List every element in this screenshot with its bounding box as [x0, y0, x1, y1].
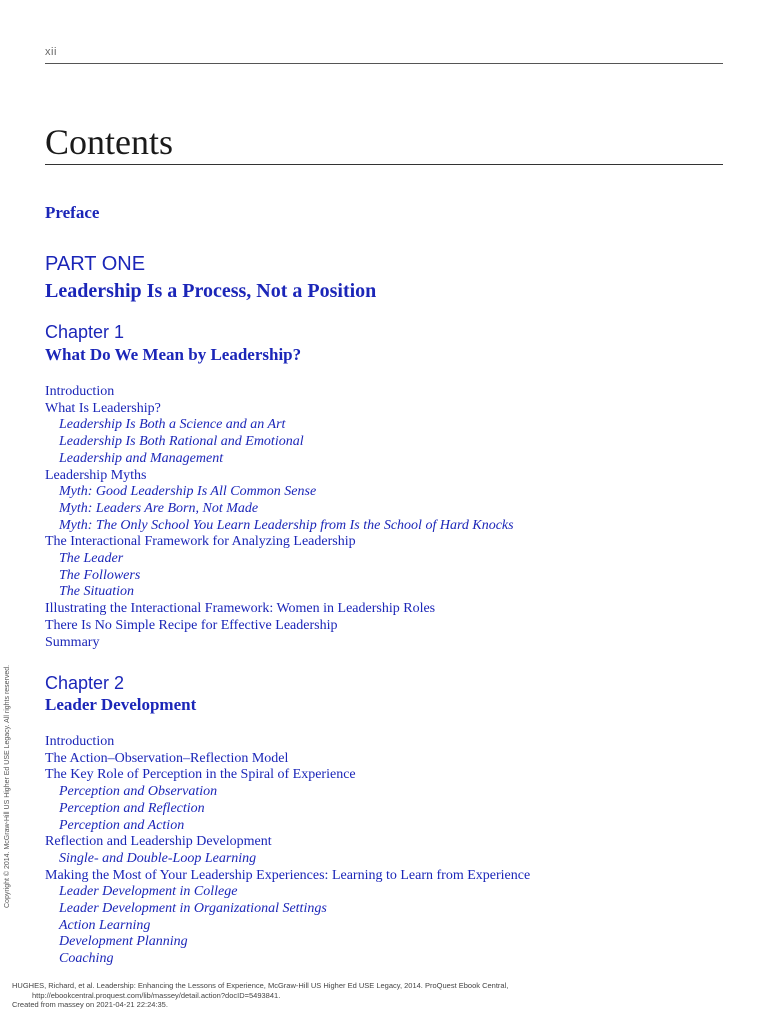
toc-subentry-link[interactable]: The Followers	[59, 567, 141, 583]
toc-entry-link[interactable]: What Is Leadership?	[45, 400, 161, 416]
title-rule	[45, 164, 723, 165]
chapter-1-toc-list	[45, 384, 514, 651]
toc-entry-link[interactable]: Summary	[45, 634, 100, 650]
toc-entry-link[interactable]: The Action–Observation–Reflection Model	[45, 750, 289, 766]
toc-subentry-link[interactable]: Leadership and Management	[59, 450, 224, 466]
toc-subentry-link[interactable]: The Situation	[59, 584, 135, 600]
toc-entry-link[interactable]: Introduction	[45, 384, 115, 399]
page-number: xii	[45, 46, 57, 58]
toc-subentry-link[interactable]: Leadership Is Both a Science and an Art	[59, 417, 286, 433]
chapter-2-toc-list	[45, 734, 530, 968]
toc-subentry-link[interactable]: Action Learning	[59, 917, 151, 933]
footer-created: Created from massey on 2021-04-21 22:24:35.	[12, 1000, 168, 1009]
chapter-1-label[interactable]: Chapter 1	[45, 322, 125, 342]
toc-subentry-link[interactable]: Coaching	[59, 951, 114, 967]
contents-title: Contents	[45, 122, 174, 162]
toc-subentry-link[interactable]: Perception and Observation	[59, 784, 218, 800]
chapter-2-label[interactable]: Chapter 2	[45, 673, 125, 693]
toc-subentry-link[interactable]: Myth: Good Leadership Is All Common Sense	[59, 484, 317, 500]
toc-subentry-link[interactable]: Development Planning	[59, 934, 188, 950]
toc-subentry-link[interactable]: Perception and Action	[59, 817, 185, 833]
toc-subentry-link[interactable]: Leader Development in College	[59, 884, 238, 900]
toc-subentry-link[interactable]: Perception and Reflection	[59, 800, 205, 816]
toc-entry-link[interactable]: The Key Role of Perception in the Spiral of Experience	[45, 767, 356, 783]
chapter-2-title[interactable]: Leader Development	[45, 695, 197, 714]
side-copyright-notice: Copyright © 2014. McGraw-Hill US Higher Ed USE Legacy. All rights reserved.	[4, 664, 11, 908]
toc-entry-link[interactable]: Leadership Myths	[45, 467, 147, 483]
toc-entry-link[interactable]: Introduction	[45, 734, 115, 749]
toc-entry-link[interactable]: Reflection and Leadership Development	[45, 834, 272, 850]
toc-preface-link[interactable]: Preface	[45, 203, 100, 222]
toc-subentry-link[interactable]: Myth: The Only School You Learn Leadership from Is the School of Hard Knocks	[59, 517, 514, 533]
toc-subentry-link[interactable]: Leader Development in Organizational Settings	[59, 901, 327, 917]
toc-entry-link[interactable]: Illustrating the Interactional Framework: Women in Leadership Roles	[45, 601, 436, 617]
toc-subentry-link[interactable]: Leadership Is Both Rational and Emotional	[59, 434, 304, 450]
chapter-1-title[interactable]: What Do We Mean by Leadership?	[45, 345, 302, 364]
toc-entry-link[interactable]: There Is No Simple Recipe for Effective Leadership	[45, 617, 338, 633]
toc-subentry-link[interactable]: The Leader	[59, 551, 124, 567]
footer-url[interactable]: http://ebookcentral.proquest.com/lib/massey/detail.action?docID=5493841.	[32, 990, 281, 1000]
header-rule	[45, 63, 723, 64]
part-one-label[interactable]: PART ONE	[45, 253, 146, 275]
toc-subentry-link[interactable]: Myth: Leaders Are Born, Not Made	[59, 500, 259, 516]
footer-citation	[12, 981, 508, 1010]
footer-citation-text: HUGHES, Richard, et al. Leadership: Enhancing the Lessons of Experience, McGraw-Hill US Higher Ed USE Legacy, 2014. ProQuest Ebook Central,	[12, 981, 509, 990]
toc-entry-link[interactable]: The Interactional Framework for Analyzing Leadership	[45, 534, 356, 550]
toc-entry-link[interactable]: Making the Most of Your Leadership Experiences: Learning to Learn from Experience	[45, 867, 531, 883]
part-one-title[interactable]: Leadership Is a Process, Not a Position	[45, 280, 377, 302]
toc-subentry-link[interactable]: Single- and Double-Loop Learning	[59, 850, 257, 866]
